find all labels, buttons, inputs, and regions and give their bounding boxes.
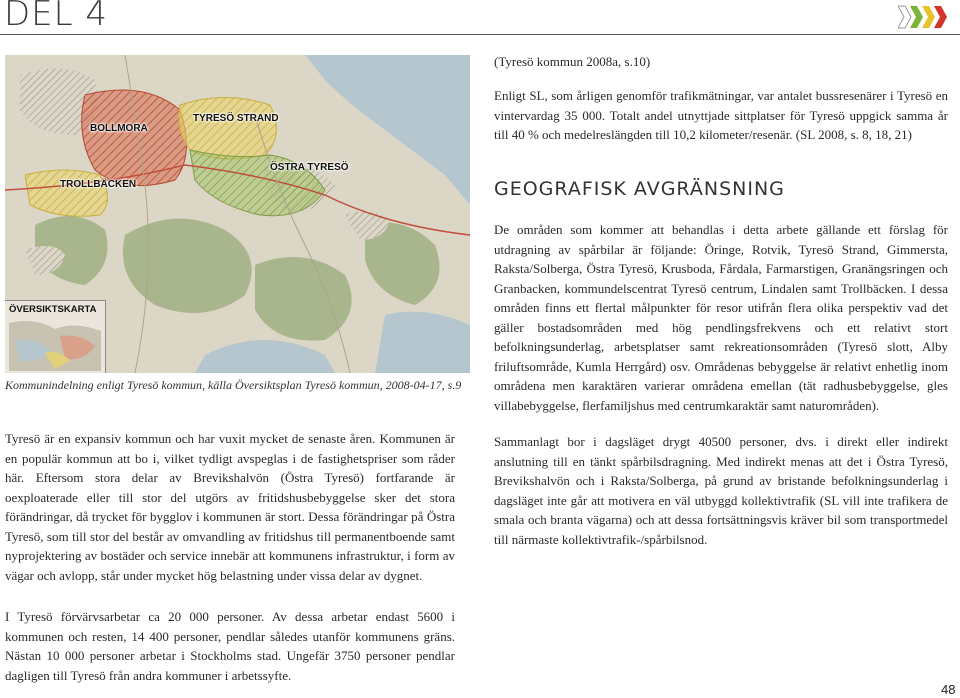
overview-map-inset [5, 300, 106, 373]
page-section-title: DEL 4 [4, 0, 109, 34]
page-number: 48 [941, 682, 956, 697]
map-label-tyreso-strand: TYRESÖ STRAND [193, 113, 279, 124]
chevron-logo-icon [898, 4, 948, 30]
map-label-ostra-tyreso: ÖSTRA TYRESÖ [270, 162, 349, 173]
left-paragraph-1: Tyresö är en expansiv kommun och har vuxit mycket de senaste åren. Kommunen är en populär kommun att bo i, vilket tydligt avspeglas i de fastighetspriser som råder här. Eftersom stora delar av Brevikshalvön (Östra Tyresö) fortfarande är oexploaterade eller till stor del utgörs av fritidshusbebyggelse sker det stora förändringar, då trycket för bygglov i kommunen är stort. Dessa förändringar på Östra Tyresö, som till stor del består av omvandling av fritidshus till permanentboende samt nyprojektering av bostäder och service innebär att kommunens infrastruktur, i form av vägar och avlopp, står under mycket hög belastning under vissa delar av dygnet. [5, 431, 455, 583]
section-heading: GEOGRAFISK AVGRÄNSNING [494, 178, 785, 200]
right-paragraph-3: Sammanlagt bor i dagsläget drygt 40500 personer, dvs. i direkt eller indirekt anslutning till en tänkt spårbilsdragning. Med indirekt menas att det i Östra Tyresö, Brevikshalvön och i Raksta/Solberga, på grund av bristande befolkningsunderlag i dagsläget inte går att motivera en väl utbyggd kollektivtrafik (SL vill inte trafikera de smala och branta vägarna) och att dessa fortsättningsvis kräver bil som transportmedel till närmaste kollektivtrafik-/spårbilsnod. [494, 434, 948, 547]
right-paragraph-2: De områden som kommer att behandlas i detta arbete gällande ett förslag för utdragning av spårbilar är följande: Öringe, Rotvik, Tyresö Strand, Gimmersta, Raksta/Solberga, Östra Tyresö, Krusboda, Fårdala, Farmarstigen, Granängsringen och Granbacken, kommundelscentrat Tyresö centrum, Lindalen samt Trollbäcken. I dessa områden finns ett flertal målpunkter för resor utifrån flera olika perspektiv vad det gäller bostadsområden med hög pendlingsfrekvens och ett relativt stort befolkningsunderlag, arbetsplatser samt rekreationsområden (Tyresö slott, Alby friluftsområde, Kumla Herrgård) osv. Områdenas bebyggelse är relativt enhetlig inom områdena men karaktären varierar områdena emellan (tät radhusbebyggelse, gles villabebyggelse, flerfamiljshus med centrumkaraktär samt naturområden). [494, 222, 948, 413]
municipality-map [5, 55, 470, 373]
right-paragraph-1: Enligt SL, som årligen genomför trafikmätningar, var antalet bussresenärer i Tyresö en vintervardag 35 000. Totalt andel utnyttjade sittplatser för Tyresö uppgick samma år till 40 % och medelreslängden till 10,2 kilometer/resenär. (SL 2008, s. 8, 18, 21) [494, 88, 948, 142]
map-caption: Kommunindelning enligt Tyresö kommun, källa Översiktsplan Tyresö kommun, 2008-04-17, s.9 [5, 378, 462, 392]
citation: (Tyresö kommun 2008a, s.10) [494, 54, 651, 69]
map-label-bollmora: BOLLMORA [90, 123, 148, 134]
left-paragraph-2: I Tyresö förvärvsarbetar ca 20 000 personer. Av dessa arbetar endast 5600 i kommunen och resten, 14 400 personer, pendlar således utanför kommunens gräns. Nästan 10 000 personer arbetar i Stockholms stad. Ungefär 3750 personer pendlar dagligen till Tyresö från andra kommuner i arbetssyfte. [5, 609, 455, 683]
inset-title: ÖVERSIKTSKARTA [9, 304, 97, 315]
header-divider [0, 34, 960, 35]
map-label-trollbacken: TROLLBÄCKEN [60, 179, 137, 190]
